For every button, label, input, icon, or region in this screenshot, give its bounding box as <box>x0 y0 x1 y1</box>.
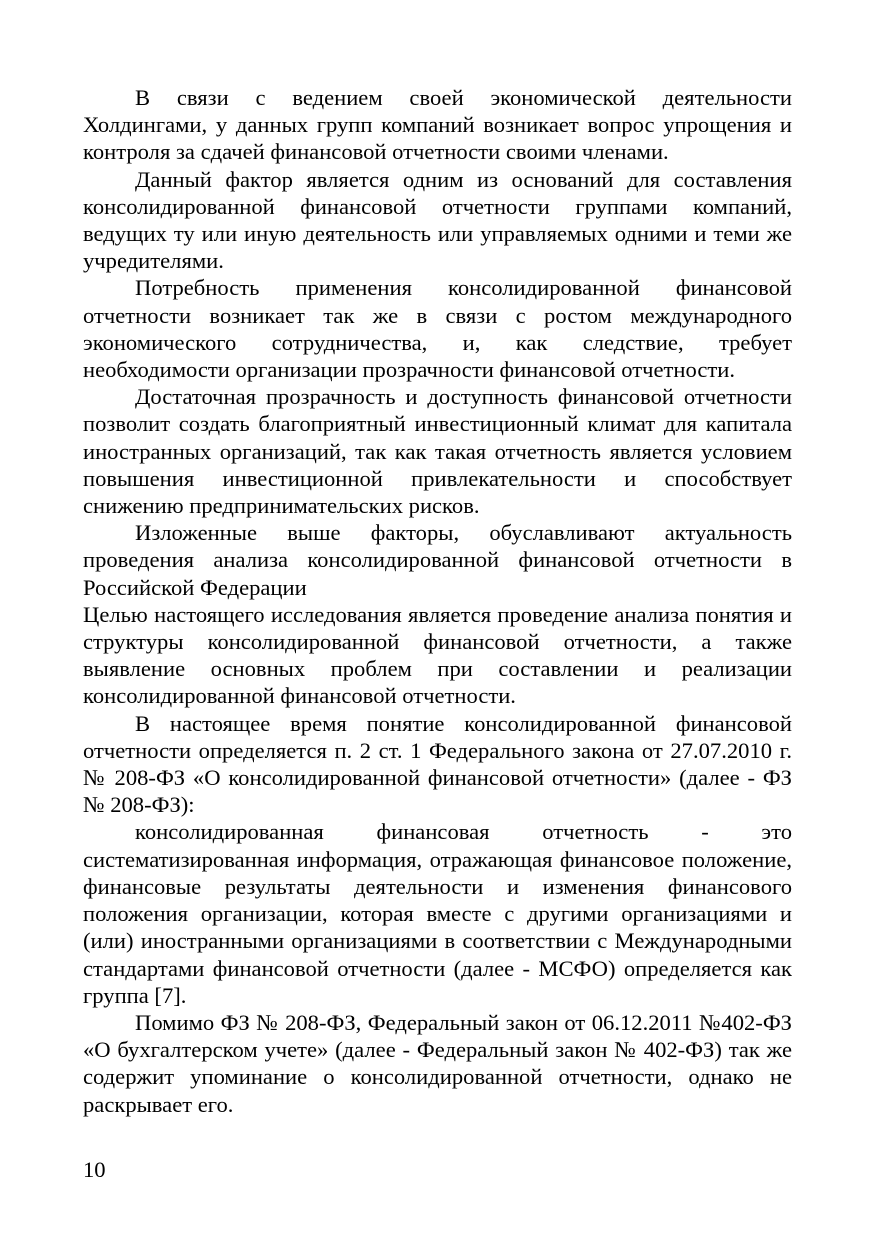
page-number: 10 <box>83 1157 106 1182</box>
paragraph-relevance: Изложенные выше факторы, обуславливают актуальность проведения анализа консолидированной финансовой отчетности в Российской Федерации <box>83 520 792 600</box>
paragraph-transparency: Достаточная прозрачность и доступность финансовой отчетности позволит создать благоприятный инвестиционный климат для капитала иностранных организаций, так как такая отчетность является условием повышения инвестиционной привлекательности и способствует снижению предпринимательских рисков. <box>83 384 792 519</box>
paragraph-holdings-context: В связи с ведением своей экономической деятельности Холдингами, у данных групп компаний возникает вопрос упрощения и контроля за сдачей финансовой отчетности своими членами. <box>83 85 792 165</box>
document-body <box>83 84 792 1118</box>
paragraph-consolidation-reason: Данный фактор является одним из оснований для составления консолидированной финансовой отчетности группами компаний, ведущих ту или иную деятельность или управляемых одними и теми же учредителями. <box>83 166 792 274</box>
paragraph-legal-definition-quote: консолидированная финансовая отчетность - это систематизированная информация, отражающая финансовое положение, финансовые результаты деятельности и изменения финансового положения организации, которая вместе с другими организациями и (или) иностранными организациями в соответствии с Международными стандартами финансовой отчетности (далее - МСФО) определяется как группа [7]. <box>83 819 792 1008</box>
paragraph-research-goal: Целью настоящего исследования является проведение анализа понятия и структуры консолидированной финансовой отчетности, а также выявление основных проблем при составлении и реализации консолидированной финансовой отчетности. <box>83 601 792 709</box>
paragraph-legal-definition-intro: В настоящее время понятие консолидированной финансовой отчетности определяется п. 2 ст. 1 Федерального закона от 27.07.2010 г. № 208-ФЗ «О консолидированной финансовой отчетности» (далее - ФЗ № 208-ФЗ): <box>83 710 792 818</box>
paragraph-accounting-law: Помимо ФЗ № 208-ФЗ, Федеральный закон от 06.12.2011 №402-ФЗ «О бухгалтерском учете» (далее - Федеральный закон № 402-ФЗ) так же содержит упоминание о консолидированной отчетности, однако не раскрывает его. <box>83 1009 792 1117</box>
paragraph-international-cooperation: Потребность применения консолидированной финансовой отчетности возникает так же в связи с ростом международного экономического сотрудничества, и, как следствие, требует необходимости организации прозрачности финансовой отчетности. <box>83 275 792 383</box>
